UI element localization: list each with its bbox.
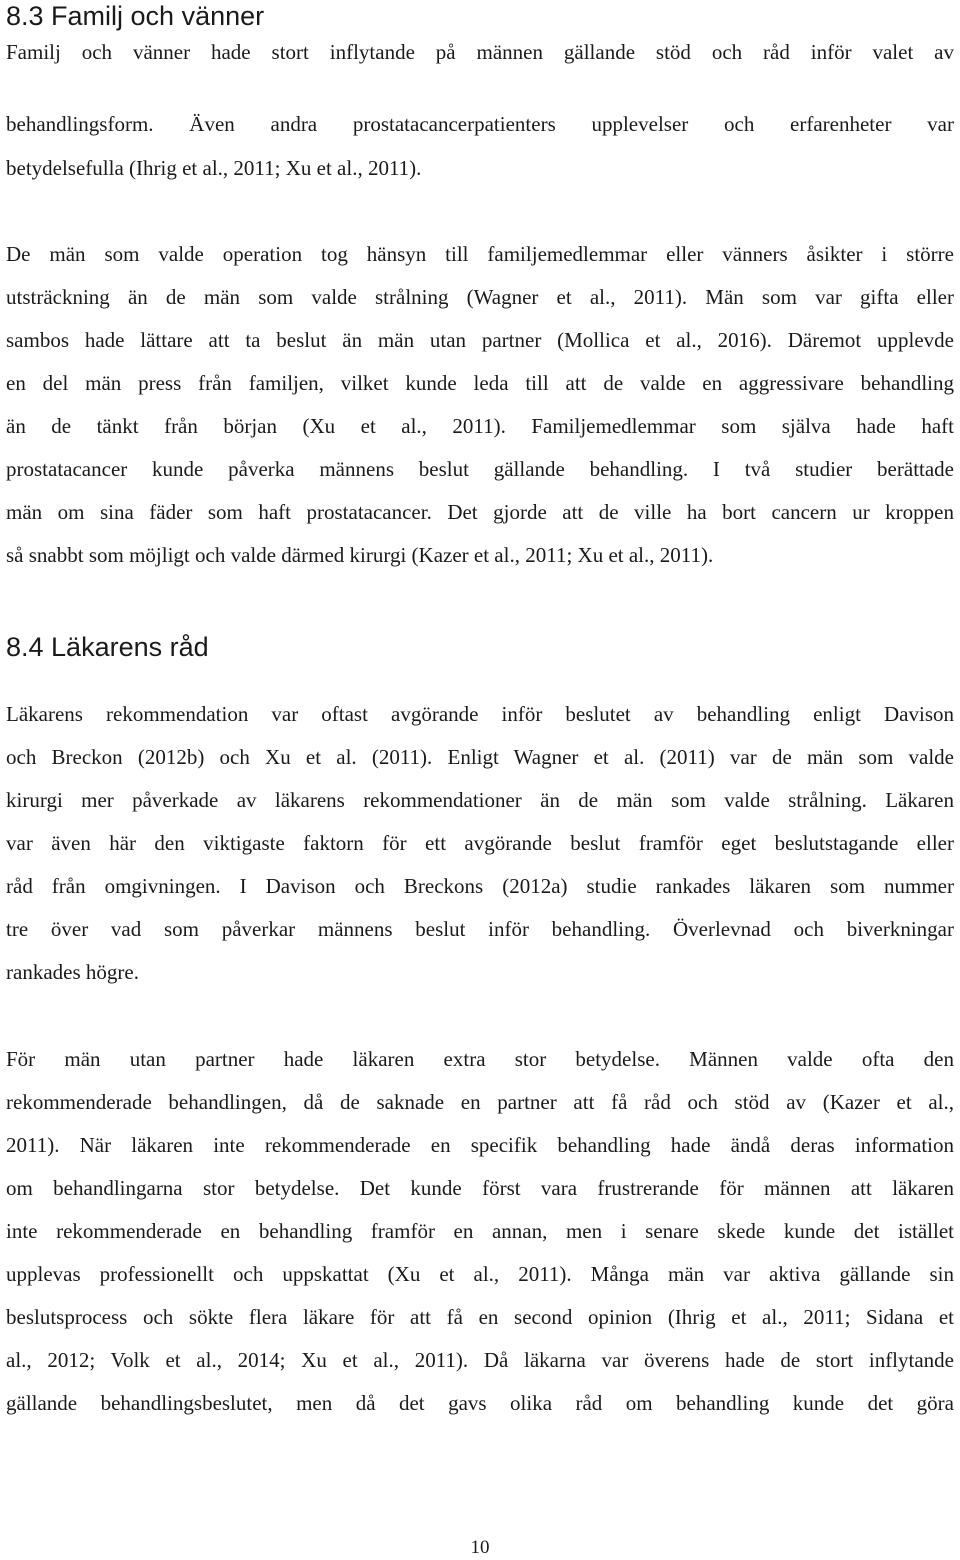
text-line: prostatacancer kunde påverka männens beslut gällande behandling. I två studier berättade: [6, 457, 954, 481]
text-line: Familj och vänner hade stort inflytande på männen gällande stöd och råd inför valet av: [6, 40, 954, 64]
text-line: tre över vad som påverkar männens beslut inför behandling. Överlevnad och biverkningar: [6, 917, 954, 941]
text-line: gällande behandlingsbeslutet, men då det gavs olika råd om behandling kunde det göra: [6, 1391, 954, 1415]
text-line: betydelsefulla (Ihrig et al., 2011; Xu et al., 2011).: [6, 156, 422, 180]
text-line: 2011). När läkaren inte rekommenderade en specifik behandling hade ändå deras information: [6, 1133, 954, 1157]
text-line: Läkarens rekommendation var oftast avgörande inför beslutet av behandling enligt Davison: [6, 702, 954, 726]
text-line: om behandlingarna stor betydelse. Det kunde först vara frustrerande för männen att läkaren: [6, 1176, 954, 1200]
text-line: behandlingsform. Även andra prostatacancerpatienters upplevelser och erfarenheter var: [6, 112, 954, 136]
text-line: rekommenderade behandlingen, då de saknade en partner att få råd och stöd av (Kazer et al.,: [6, 1090, 954, 1114]
page-number: 10: [470, 1537, 490, 1558]
text-line: inte rekommenderade en behandling framför en annan, men i senare skede kunde det istället: [6, 1219, 954, 1243]
text-line: upplevas professionellt och uppskattat (Xu et al., 2011). Många män var aktiva gällande sin: [6, 1262, 954, 1286]
text-line: sambos hade lättare att ta beslut än män utan partner (Mollica et al., 2016). Däremot upplevde: [6, 328, 954, 352]
text-line: al., 2012; Volk et al., 2014; Xu et al., 2011). Då läkarna var överens hade de stort inflytande: [6, 1348, 954, 1372]
text-line: För män utan partner hade läkaren extra stor betydelse. Männen valde ofta den: [6, 1047, 954, 1071]
text-line: och Breckon (2012b) och Xu et al. (2011). Enligt Wagner et al. (2011) var de män som valde: [6, 745, 954, 769]
text-line: en del män press från familjen, vilket kunde leda till att de valde en aggressivare behandling: [6, 371, 954, 395]
text-line: kirurgi mer påverkade av läkarens rekommendationer än de män som valde strålning. Läkaren: [6, 788, 954, 812]
text-line: De män som valde operation tog hänsyn till familjemedlemmar eller vänners åsikter i större: [6, 242, 954, 266]
text-line: beslutsprocess och sökte flera läkare för att få en second opinion (Ihrig et al., 2011; Sidana et: [6, 1305, 954, 1329]
text-line: än de tänkt från början (Xu et al., 2011). Familjemedlemmar som själva hade haft: [6, 414, 954, 438]
text-line: var även här den viktigaste faktorn för ett avgörande beslut framför eget beslutstagande eller: [6, 831, 954, 855]
text-line: utsträckning än de män som valde strålning (Wagner et al., 2011). Män som var gifta eller: [6, 285, 954, 309]
text-line: män om sina fäder som haft prostatacancer. Det gjorde att de ville ha bort cancern ur kroppen: [6, 500, 954, 524]
section-heading-8-3: 8.3 Familj och vänner: [6, 1, 265, 31]
text-line: rankades högre.: [6, 960, 139, 984]
section-heading-8-4: 8.4 Läkarens råd: [6, 632, 209, 662]
text-line: råd från omgivningen. I Davison och Breckons (2012a) studie rankades läkaren som nummer: [6, 874, 954, 898]
text-line: så snabbt som möjligt och valde därmed kirurgi (Kazer et al., 2011; Xu et al., 2011).: [6, 543, 714, 567]
